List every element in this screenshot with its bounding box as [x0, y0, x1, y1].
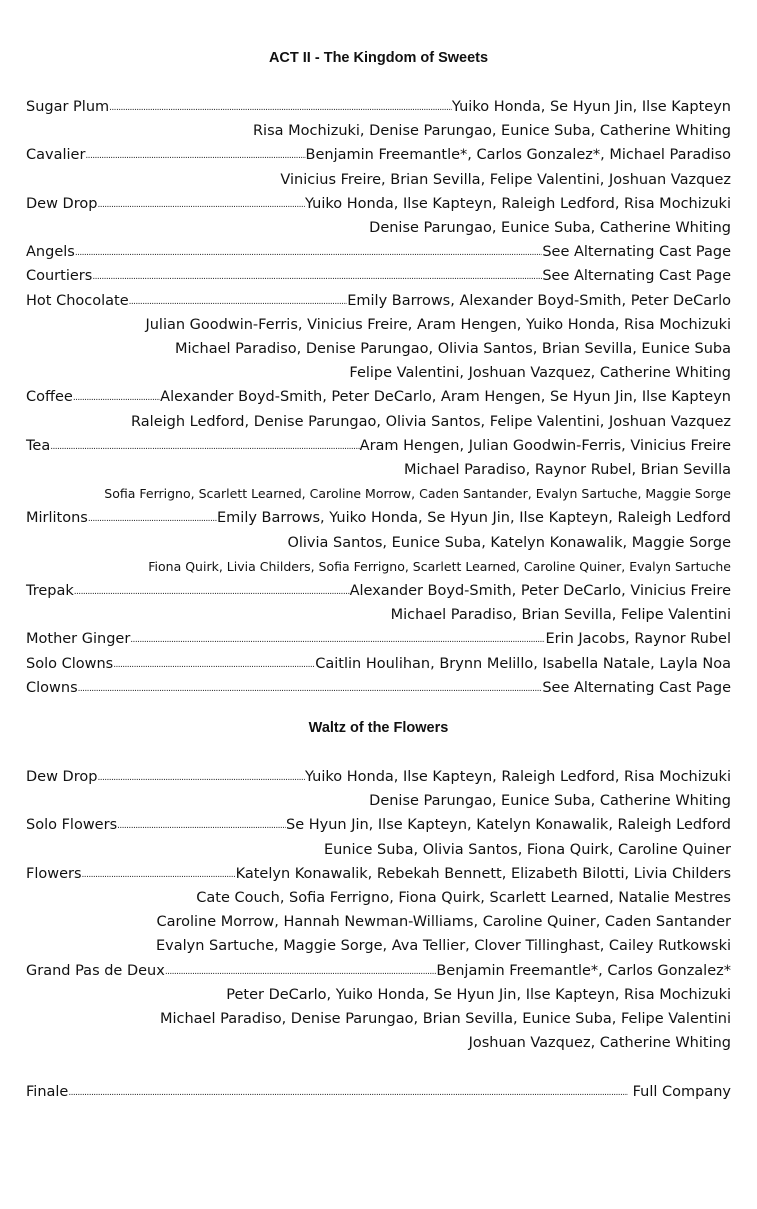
- cast-entry: [26, 193, 731, 215]
- cast-entry: [26, 144, 731, 166]
- dancer-names-continued: Olivia Santos, Eunice Suba, Katelyn Konawalik, Maggie Sorge: [287, 534, 731, 551]
- dancer-names-continued: Raleigh Ledford, Denise Parungao, Olivia Santos, Felipe Valentini, Joshuan Vazquez: [131, 413, 731, 430]
- dot-leader: [117, 815, 286, 837]
- role-name: Tea: [26, 437, 51, 454]
- dancer-names-continued: Felipe Valentini, Joshuan Vazquez, Catherine Whiting: [349, 365, 731, 382]
- dot-leader: [82, 864, 236, 886]
- cast-entry: [26, 814, 731, 836]
- role-name: Clowns: [26, 679, 78, 696]
- role-name: Finale: [26, 1084, 69, 1100]
- dot-leader: [97, 194, 305, 216]
- dancer-names: Emily Barrows, Yuiko Honda, Se Hyun Jin, Ilse Kapteyn, Raleigh Ledford: [217, 510, 731, 527]
- dancer-names: Yuiko Honda, Ilse Kapteyn, Raleigh Ledford, Risa Mochizuki: [304, 769, 731, 785]
- section-heading-act-two: ACT II - The Kingdom of Sweets: [268, 50, 489, 66]
- dancer-names: Yuiko Honda, Se Hyun Jin, Ilse Kapteyn: [451, 99, 731, 115]
- role-name: Grand Pas de Deux: [26, 962, 165, 979]
- cast-entry: [26, 628, 731, 650]
- dot-leader: [68, 1082, 628, 1104]
- dot-leader: [109, 97, 452, 119]
- dancer-names: Se Hyun Jin, Ilse Kapteyn, Katelyn Konawalik, Raleigh Ledford: [285, 817, 731, 834]
- role-name: Solo Clowns: [26, 655, 114, 672]
- dot-leader: [73, 387, 160, 409]
- dancer-names-continued: Risa Mochizuki, Denise Parungao, Eunice Suba, Catherine Whiting: [252, 123, 731, 140]
- dot-leader: [165, 961, 437, 983]
- dot-leader: [75, 242, 543, 264]
- role-name: Solo Flowers: [26, 817, 118, 834]
- cast-entry: [26, 265, 731, 287]
- dancer-names: Erin Jacobs, Raynor Rubel: [545, 631, 731, 648]
- cast-entry: [26, 290, 731, 312]
- dancer-names-continued: Evalyn Sartuche, Maggie Sorge, Ava Tellier, Clover Tillinghast, Cailey Rutkowski: [155, 938, 731, 955]
- cast-entry: [26, 386, 731, 408]
- role-name: Courtiers: [26, 268, 93, 285]
- dancer-names-continued: Michael Paradiso, Brian Sevilla, Felipe Valentini: [390, 607, 731, 624]
- dancer-names: Aram Hengen, Julian Goodwin-Ferris, Vinicius Freire: [359, 437, 731, 454]
- dancer-names-continued: Denise Parungao, Eunice Suba, Catherine Whiting: [369, 793, 731, 810]
- role-name: Dew Drop: [26, 769, 98, 785]
- section-heading-waltz: Waltz of the Flowers: [308, 720, 449, 736]
- cast-entry: [26, 960, 731, 982]
- dot-leader: [92, 266, 542, 288]
- cast-entry: [26, 507, 731, 529]
- dancer-names: Yuiko Honda, Ilse Kapteyn, Raleigh Ledford, Risa Mochizuki: [304, 195, 731, 212]
- dancer-names-continued: Joshuan Vazquez, Catherine Whiting: [468, 1035, 731, 1052]
- dancer-names: Benjamin Freemantle*, Carlos Gonzalez*, Michael Paradiso: [305, 147, 731, 164]
- role-name: Mother Ginger: [26, 631, 131, 648]
- cast-entry: [26, 1081, 731, 1103]
- cast-entry: [26, 435, 731, 457]
- dancer-names-continued: Sofia Ferrigno, Scarlett Learned, Caroline Morrow, Caden Santander, Evalyn Sartuche, Maggie Sorge: [104, 486, 731, 502]
- cast-entry: [26, 653, 731, 675]
- dancer-names: Alexander Boyd-Smith, Peter DeCarlo, Aram Hengen, Se Hyun Jin, Ilse Kapteyn: [160, 389, 731, 406]
- dancer-names-continued: Fiona Quirk, Livia Childers, Sofia Ferrigno, Scarlett Learned, Caroline Quiner, Evalyn Sartuche: [148, 558, 731, 574]
- dancer-names: Katelyn Konawalik, Rebekah Bennett, Elizabeth Bilotti, Livia Childers: [235, 865, 731, 882]
- cast-entry: [26, 580, 731, 602]
- dot-leader: [50, 436, 359, 458]
- dancer-names-continued: Michael Paradiso, Raynor Rubel, Brian Sevilla: [404, 462, 731, 478]
- dancer-names-continued: Eunice Suba, Olivia Santos, Fiona Quirk, Caroline Quiner: [323, 841, 731, 858]
- role-name: Flowers: [26, 865, 82, 882]
- role-name: Dew Drop: [26, 195, 98, 212]
- dot-leader: [88, 508, 217, 530]
- dancer-names-continued: Michael Paradiso, Denise Parungao, Brian Sevilla, Eunice Suba, Felipe Valentini: [159, 1011, 731, 1027]
- dot-leader: [113, 654, 315, 676]
- role-name: Angels: [26, 244, 75, 261]
- role-name: Coffee: [26, 389, 73, 406]
- role-name: Hot Chocolate: [26, 292, 129, 309]
- dot-leader: [85, 145, 305, 167]
- dancer-names-continued: Michael Paradiso, Denise Parungao, Olivia Santos, Brian Sevilla, Eunice Suba: [175, 341, 731, 357]
- dancer-names-continued: Vinicius Freire, Brian Sevilla, Felipe Valentini, Joshuan Vazquez: [280, 171, 731, 188]
- dot-leader: [129, 291, 348, 313]
- dancer-names: Benjamin Freemantle*, Carlos Gonzalez*: [436, 962, 731, 979]
- role-name: Cavalier: [26, 147, 86, 164]
- cast-entry: [26, 863, 731, 885]
- cast-entry: [26, 766, 731, 788]
- dot-leader: [74, 581, 350, 603]
- dancer-names: Full Company: [628, 1084, 731, 1100]
- dancer-names: Caitlin Houlihan, Brynn Melillo, Isabella Natale, Layla Noa: [315, 655, 731, 672]
- role-name: Trepak: [26, 583, 74, 599]
- dancer-names-continued: Julian Goodwin-Ferris, Vinicius Freire, Aram Hengen, Yuiko Honda, Risa Mochizuki: [145, 316, 731, 333]
- dancer-names-continued: Cate Couch, Sofia Ferrigno, Fiona Quirk, Scarlett Learned, Natalie Mestres: [196, 890, 731, 906]
- cast-entry: [26, 96, 731, 118]
- role-name: Mirlitons: [26, 510, 88, 527]
- dancer-names: Emily Barrows, Alexander Boyd-Smith, Peter DeCarlo: [347, 292, 731, 309]
- dancer-names-continued: Denise Parungao, Eunice Suba, Catherine Whiting: [369, 220, 731, 236]
- dancer-names-continued: Peter DeCarlo, Yuiko Honda, Se Hyun Jin, Ilse Kapteyn, Risa Mochizuki: [226, 986, 731, 1003]
- dancer-names: See Alternating Cast Page: [542, 244, 731, 261]
- role-name: Sugar Plum: [26, 99, 110, 115]
- dot-leader: [78, 678, 543, 700]
- dancer-names: Alexander Boyd-Smith, Peter DeCarlo, Vinicius Freire: [349, 583, 731, 599]
- dot-leader: [130, 629, 545, 651]
- cast-entry: [26, 241, 731, 263]
- dot-leader: [97, 767, 305, 789]
- dancer-names-continued: Caroline Morrow, Hannah Newman-Williams, Caroline Quiner, Caden Santander: [156, 914, 731, 931]
- dancer-names: See Alternating Cast Page: [542, 679, 731, 696]
- cast-entry: [26, 677, 731, 699]
- dancer-names: See Alternating Cast Page: [542, 268, 731, 285]
